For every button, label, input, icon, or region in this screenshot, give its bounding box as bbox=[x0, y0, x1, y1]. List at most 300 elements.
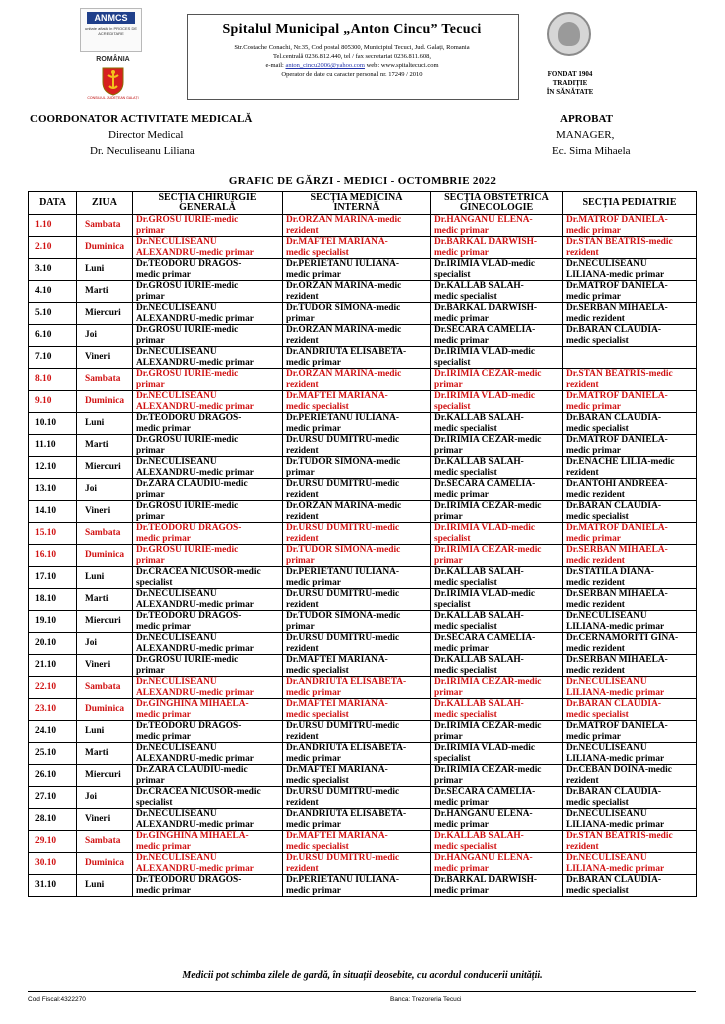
web-address: web: www.spitaltecuci.com bbox=[366, 62, 439, 69]
chirurgie-cell bbox=[133, 281, 283, 303]
founded-line-2: TRADIȚIE bbox=[552, 79, 588, 87]
doctor-line: Dr.GINGHINA MIHAELA- bbox=[136, 831, 249, 841]
doctor-line: Dr.ANDRIUTA ELISABETA- bbox=[286, 743, 407, 753]
date-cell: 13.10 bbox=[29, 479, 77, 501]
doctor-line: Dr.GROSU IURIE-medic bbox=[136, 545, 239, 555]
chirurgie-cell bbox=[133, 567, 283, 589]
doctor-line: primar bbox=[434, 555, 463, 566]
doctor-line: Dr.CEBAN DOINA-medic bbox=[566, 765, 672, 775]
header-line: SECȚIA CHIRURGIE bbox=[158, 192, 257, 203]
pediatrie-cell bbox=[563, 545, 697, 567]
doctor-line: rezident bbox=[286, 291, 319, 302]
obstetrica-cell bbox=[431, 787, 563, 809]
doctor-line: Dr.URSU DUMITRU-medic bbox=[286, 721, 400, 731]
doctor-line: primar bbox=[136, 489, 165, 500]
doctor-line: Dr.MAFTEI MARIANA- bbox=[286, 831, 388, 841]
schedule-title: GRAFIC DE GĂRZI - MEDICI - OCTOMBRIE 2022 bbox=[228, 175, 497, 187]
date-cell: 18.10 bbox=[29, 589, 77, 611]
table-row bbox=[29, 567, 697, 589]
doctor-line: Dr.ORZAN MARINA-medic bbox=[286, 501, 402, 511]
crest-caption: CONSILIUL JUDEȚEAN GALAȚI bbox=[87, 96, 139, 100]
date-cell: 17.10 bbox=[29, 567, 77, 589]
doctor-line: Dr.MATROF DANIELA- bbox=[566, 215, 668, 225]
doctor-line: ALEXANDRU-medic primar bbox=[136, 643, 254, 654]
doctor-line: Dr.TEODORU DRAGOS- bbox=[136, 611, 242, 621]
doctor-line: Dr.TUDOR SIMONA-medic bbox=[286, 303, 401, 313]
table-row bbox=[29, 765, 697, 787]
chirurgie-cell bbox=[133, 743, 283, 765]
doctor-line: rezident bbox=[566, 379, 599, 390]
day-cell: Duminica bbox=[77, 853, 133, 875]
doctor-line: Dr.GROSU IURIE-medic bbox=[136, 435, 239, 445]
pediatrie-cell bbox=[563, 567, 697, 589]
table-row bbox=[29, 435, 697, 457]
doctor-line: Dr.CERNAMORITI GINA- bbox=[566, 633, 679, 643]
doctor-line: Dr.NECULISEANU bbox=[566, 809, 647, 819]
chirurgie-cell bbox=[133, 215, 283, 237]
doctor-line: Dr.URSU DUMITRU-medic bbox=[286, 787, 400, 797]
chirurgie-cell bbox=[133, 479, 283, 501]
on-call-schedule-table bbox=[28, 191, 697, 897]
pediatrie-cell bbox=[563, 347, 697, 369]
pediatrie-cell bbox=[563, 325, 697, 347]
pediatrie-cell bbox=[563, 633, 697, 655]
doctor-line: Dr.NECULISEANU bbox=[136, 589, 217, 599]
doctor-line: Dr.NECULISEANU bbox=[136, 303, 217, 313]
doctor-line: Dr.TEODORU DRAGOS- bbox=[136, 721, 242, 731]
doctor-line: specialist bbox=[434, 269, 471, 280]
doctor-line: medic primar bbox=[566, 533, 621, 544]
obstetrica-cell bbox=[431, 655, 563, 677]
date-cell: 23.10 bbox=[29, 699, 77, 721]
interna-cell bbox=[283, 501, 431, 523]
pediatrie-cell bbox=[563, 391, 697, 413]
doctor-line: Dr.SECARA CAMELIA- bbox=[434, 479, 536, 489]
anmcs-logo-text: ANMCS bbox=[87, 12, 135, 24]
date-cell: 21.10 bbox=[29, 655, 77, 677]
chirurgie-cell bbox=[133, 765, 283, 787]
doctor-line: primar bbox=[434, 775, 463, 786]
table-row bbox=[29, 699, 697, 721]
table-row bbox=[29, 413, 697, 435]
doctor-line: rezident bbox=[286, 335, 319, 346]
table-row bbox=[29, 479, 697, 501]
pediatrie-cell bbox=[563, 655, 697, 677]
date-cell: 6.10 bbox=[29, 325, 77, 347]
chirurgie-cell bbox=[133, 787, 283, 809]
doctor-line: primar bbox=[136, 291, 165, 302]
doctor-line: medic primar bbox=[136, 621, 191, 632]
doctor-line: primar bbox=[136, 379, 165, 390]
interna-cell bbox=[283, 479, 431, 501]
doctor-line: medic primar bbox=[434, 819, 489, 830]
doctor-line: Dr.TEODORU DRAGOS- bbox=[136, 413, 242, 423]
day-cell: Duminica bbox=[77, 391, 133, 413]
doctor-line: medic rezident bbox=[566, 555, 625, 566]
obstetrica-cell bbox=[431, 831, 563, 853]
doctor-line: Dr.MAFTEI MARIANA- bbox=[286, 237, 388, 247]
table-row bbox=[29, 259, 697, 281]
doctor-line: LILIANA-medic primar bbox=[566, 753, 665, 764]
date-cell: 24.10 bbox=[29, 721, 77, 743]
table-row bbox=[29, 743, 697, 765]
doctor-line: primar bbox=[136, 775, 165, 786]
column-header-day: ZIUA bbox=[77, 192, 133, 215]
doctor-line: medic specialist bbox=[566, 885, 629, 896]
doctor-line: medic primar bbox=[434, 643, 489, 654]
obstetrica-cell bbox=[431, 215, 563, 237]
footer-divider bbox=[28, 991, 696, 992]
obstetrica-cell bbox=[431, 435, 563, 457]
pediatrie-cell bbox=[563, 303, 697, 325]
chirurgie-cell bbox=[133, 853, 283, 875]
table-row bbox=[29, 831, 697, 853]
date-cell: 9.10 bbox=[29, 391, 77, 413]
doctor-line: Dr.KALLAB SALAH- bbox=[434, 655, 524, 665]
obstetrica-cell bbox=[431, 633, 563, 655]
pediatrie-cell bbox=[563, 743, 697, 765]
table-row bbox=[29, 875, 697, 897]
doctor-line: medic primar bbox=[136, 885, 191, 896]
chirurgie-cell bbox=[133, 347, 283, 369]
pediatrie-cell bbox=[563, 721, 697, 743]
doctor-line: medic specialist bbox=[286, 401, 349, 412]
doctor-line: Dr.IRIMIA CEZAR-medic bbox=[434, 765, 542, 775]
date-cell: 20.10 bbox=[29, 633, 77, 655]
obstetrica-cell bbox=[431, 237, 563, 259]
doctor-line: medic primar bbox=[286, 577, 341, 588]
date-cell: 22.10 bbox=[29, 677, 77, 699]
table-row bbox=[29, 303, 697, 325]
interna-cell bbox=[283, 875, 431, 897]
doctor-line: rezident bbox=[566, 247, 599, 258]
interna-cell bbox=[283, 831, 431, 853]
chirurgie-cell bbox=[133, 325, 283, 347]
doctor-line: LILIANA-medic primar bbox=[566, 621, 665, 632]
date-cell: 7.10 bbox=[29, 347, 77, 369]
table-row bbox=[29, 523, 697, 545]
doctor-line: rezident bbox=[286, 445, 319, 456]
header-line: INTERNĂ bbox=[333, 202, 380, 213]
doctor-line: Dr.CRACEA NICUSOR-medic bbox=[136, 787, 261, 797]
doctor-line: LILIANA-medic primar bbox=[566, 687, 665, 698]
doctor-line: Dr.BARAN CLAUDIA- bbox=[566, 875, 661, 885]
table-row bbox=[29, 787, 697, 809]
doctor-line: Dr.BARAN CLAUDIA- bbox=[566, 501, 661, 511]
hospital-phones: Tel.centrală 0236.812.440, tel / fax secretariat 0236.811.608, bbox=[273, 53, 431, 60]
doctor-line: Dr.STAN BEATRIS-medic bbox=[566, 237, 673, 247]
bank-info: Banca: Trezoreria Tecuci bbox=[390, 996, 462, 1003]
interna-cell bbox=[283, 787, 431, 809]
day-cell: Miercuri bbox=[77, 457, 133, 479]
day-cell: Miercuri bbox=[77, 611, 133, 633]
interna-cell bbox=[283, 853, 431, 875]
table-row bbox=[29, 347, 697, 369]
interna-cell bbox=[283, 633, 431, 655]
pediatrie-cell bbox=[563, 215, 697, 237]
doctor-line: Dr.GROSU IURIE-medic bbox=[136, 369, 239, 379]
romania-crest-icon bbox=[101, 66, 125, 96]
date-cell: 1.10 bbox=[29, 215, 77, 237]
doctor-line: specialist bbox=[434, 533, 471, 544]
doctor-line: LILIANA-medic primar bbox=[566, 819, 665, 830]
doctor-line: Dr.KALLAB SALAH- bbox=[434, 699, 524, 709]
doctor-line: Dr.NECULISEANU bbox=[136, 347, 217, 357]
doctor-line: primar bbox=[434, 445, 463, 456]
date-cell: 16.10 bbox=[29, 545, 77, 567]
header-line: GENERALĂ bbox=[179, 202, 236, 213]
interna-cell bbox=[283, 303, 431, 325]
table-row bbox=[29, 325, 697, 347]
day-cell: Marti bbox=[77, 281, 133, 303]
doctor-line: rezident bbox=[286, 533, 319, 544]
doctor-line: rezident bbox=[286, 225, 319, 236]
doctor-line: Dr.PERIETANU IULIANA- bbox=[286, 413, 400, 423]
table-row bbox=[29, 809, 697, 831]
doctor-line: ALEXANDRU-medic primar bbox=[136, 467, 254, 478]
left-signatory-heading: COORDONATOR ACTIVITATE MEDICALĂ bbox=[30, 113, 253, 125]
doctor-line: rezident bbox=[286, 599, 319, 610]
chirurgie-cell bbox=[133, 369, 283, 391]
interna-cell bbox=[283, 237, 431, 259]
day-cell: Luni bbox=[77, 413, 133, 435]
doctor-line: ALEXANDRU-medic primar bbox=[136, 819, 254, 830]
doctor-line: primar bbox=[136, 445, 165, 456]
pediatrie-cell bbox=[563, 765, 697, 787]
hospital-contact-line bbox=[187, 62, 517, 70]
doctor-line: Dr.BARKAL DARWISH- bbox=[434, 875, 537, 885]
interna-cell bbox=[283, 545, 431, 567]
table-row bbox=[29, 237, 697, 259]
doctor-line: medic primar bbox=[286, 885, 341, 896]
doctor-line: Dr.ORZAN MARINA-medic bbox=[286, 215, 402, 225]
doctor-line: medic specialist bbox=[566, 797, 629, 808]
doctor-line: rezident bbox=[286, 379, 319, 390]
doctor-line: medic primar bbox=[434, 247, 489, 258]
doctor-line: Dr.NECULISEANU bbox=[566, 853, 647, 863]
chirurgie-cell bbox=[133, 237, 283, 259]
obstetrica-cell bbox=[431, 391, 563, 413]
doctor-line: Dr.NECULISEANU bbox=[136, 633, 217, 643]
email-link[interactable]: anton_cincu2006@yahoo.com bbox=[285, 62, 365, 69]
obstetrica-cell bbox=[431, 611, 563, 633]
interna-cell bbox=[283, 435, 431, 457]
email-label: e-mail: bbox=[265, 62, 284, 69]
doctor-line: primar bbox=[434, 511, 463, 522]
right-signatory-name: Ec. Sima Mihaela bbox=[552, 145, 631, 157]
doctor-line: Dr.IRIMIA VLAD-medic bbox=[434, 259, 536, 269]
day-cell: Sambata bbox=[77, 523, 133, 545]
pediatrie-cell bbox=[563, 699, 697, 721]
pediatrie-cell bbox=[563, 435, 697, 457]
interna-cell bbox=[283, 743, 431, 765]
doctor-line: Dr.KALLAB SALAH- bbox=[434, 831, 524, 841]
doctor-line: medic rezident bbox=[566, 599, 625, 610]
doctor-line: medic primar bbox=[566, 225, 621, 236]
doctor-line: Dr.GROSU IURIE-medic bbox=[136, 215, 239, 225]
doctor-line: medic rezident bbox=[566, 313, 625, 324]
doctor-line: medic primar bbox=[286, 753, 341, 764]
pediatrie-cell bbox=[563, 831, 697, 853]
doctor-line: Dr.MATROF DANIELA- bbox=[566, 391, 668, 401]
doctor-line: Dr.BARAN CLAUDIA- bbox=[566, 325, 661, 335]
doctor-line: Dr.IRIMIA VLAD-medic bbox=[434, 391, 536, 401]
pediatrie-cell bbox=[563, 281, 697, 303]
day-cell: Miercuri bbox=[77, 765, 133, 787]
day-cell: Vineri bbox=[77, 655, 133, 677]
column-header-interna bbox=[283, 192, 431, 215]
doctor-line: Dr.KALLAB SALAH- bbox=[434, 457, 524, 467]
date-cell: 29.10 bbox=[29, 831, 77, 853]
hospital-address: Str.Costache Conachi, Nr.35, Cod postal 805300, Municipiul Tecuci, Jud. Galați, Romania bbox=[234, 44, 470, 51]
doctor-line: Dr.KALLAB SALAH- bbox=[434, 413, 524, 423]
day-cell: Luni bbox=[77, 567, 133, 589]
operator-note: Operator de date cu caracter personal nr. 17249 / 2010 bbox=[281, 71, 423, 78]
doctor-line: primar bbox=[286, 313, 315, 324]
doctor-line: medic specialist bbox=[286, 841, 349, 852]
day-cell: Marti bbox=[77, 589, 133, 611]
date-cell: 26.10 bbox=[29, 765, 77, 787]
doctor-line: Dr.SERBAN MIHAELA- bbox=[566, 655, 668, 665]
table-header-row bbox=[29, 192, 697, 215]
doctor-line: Dr.NECULISEANU bbox=[136, 853, 217, 863]
date-cell: 28.10 bbox=[29, 809, 77, 831]
doctor-line: medic specialist bbox=[286, 247, 349, 258]
chirurgie-cell bbox=[133, 303, 283, 325]
doctor-line: medic specialist bbox=[434, 291, 497, 302]
interna-cell bbox=[283, 677, 431, 699]
interna-cell bbox=[283, 391, 431, 413]
table-row bbox=[29, 589, 697, 611]
doctor-line: Dr.KALLAB SALAH- bbox=[434, 281, 524, 291]
date-cell: 4.10 bbox=[29, 281, 77, 303]
doctor-line: Dr.MATROF DANIELA- bbox=[566, 523, 668, 533]
doctor-line: Dr.BARKAL DARWISH- bbox=[434, 237, 537, 247]
doctor-line: Dr.IRIMIA CEZAR-medic bbox=[434, 435, 542, 445]
obstetrica-cell bbox=[431, 281, 563, 303]
doctor-line: Dr.URSU DUMITRU-medic bbox=[286, 633, 400, 643]
doctor-line: medic specialist bbox=[434, 621, 497, 632]
doctor-line: Dr.TEODORU DRAGOS- bbox=[136, 875, 242, 885]
table-row bbox=[29, 611, 697, 633]
day-cell: Marti bbox=[77, 435, 133, 457]
date-cell: 31.10 bbox=[29, 875, 77, 897]
interna-cell bbox=[283, 523, 431, 545]
obstetrica-cell bbox=[431, 765, 563, 787]
pediatrie-cell bbox=[563, 809, 697, 831]
obstetrica-cell bbox=[431, 369, 563, 391]
chirurgie-cell bbox=[133, 809, 283, 831]
doctor-line: primar bbox=[136, 335, 165, 346]
interna-cell bbox=[283, 369, 431, 391]
pediatrie-cell bbox=[563, 787, 697, 809]
doctor-line: Dr.TEODORU DRAGOS- bbox=[136, 523, 242, 533]
obstetrica-cell bbox=[431, 501, 563, 523]
doctor-line: Dr.BARAN CLAUDIA- bbox=[566, 787, 661, 797]
doctor-line: Dr.ENACHE LILIA-medic bbox=[566, 457, 675, 467]
interna-cell bbox=[283, 765, 431, 787]
interna-cell bbox=[283, 413, 431, 435]
doctor-line: specialist bbox=[434, 753, 471, 764]
obstetrica-cell bbox=[431, 743, 563, 765]
doctor-line: Dr.PERIETANU IULIANA- bbox=[286, 259, 400, 269]
date-cell: 15.10 bbox=[29, 523, 77, 545]
table-body bbox=[29, 215, 697, 897]
day-cell: Sambata bbox=[77, 215, 133, 237]
doctor-line: Dr.IRIMIA CEZAR-medic bbox=[434, 501, 542, 511]
day-cell: Luni bbox=[77, 259, 133, 281]
column-header-date: DATA bbox=[29, 192, 77, 215]
doctor-line: Dr.MAFTEI MARIANA- bbox=[286, 655, 388, 665]
doctor-line: Dr.MAFTEI MARIANA- bbox=[286, 765, 388, 775]
footnote: Medicii pot schimba zilele de gardă, în situații deosebite, cu acordul conducerii unității. bbox=[182, 970, 543, 981]
obstetrica-cell bbox=[431, 479, 563, 501]
day-cell: Joi bbox=[77, 479, 133, 501]
doctor-line: primar bbox=[434, 379, 463, 390]
doctor-line: Dr.NECULISEANU bbox=[566, 611, 647, 621]
date-cell: 14.10 bbox=[29, 501, 77, 523]
doctor-line: Dr.STAN BEATRIS-medic bbox=[566, 369, 673, 379]
doctor-line: Dr.STAN BEATRIS-medic bbox=[566, 831, 673, 841]
doctor-line: medic specialist bbox=[434, 841, 497, 852]
chirurgie-cell bbox=[133, 391, 283, 413]
doctor-line: primar bbox=[286, 467, 315, 478]
doctor-line: Dr.NECULISEANU bbox=[566, 259, 647, 269]
doctor-line: medic specialist bbox=[286, 709, 349, 720]
interna-cell bbox=[283, 611, 431, 633]
doctor-line: Dr.URSU DUMITRU-medic bbox=[286, 523, 400, 533]
chirurgie-cell bbox=[133, 457, 283, 479]
table-row bbox=[29, 655, 697, 677]
doctor-line: Dr.STATILA DIANA- bbox=[566, 567, 654, 577]
founded-line-3: ÎN SĂNĂTATE bbox=[546, 88, 594, 96]
doctor-line: medic specialist bbox=[566, 335, 629, 346]
doctor-line: medic specialist bbox=[434, 709, 497, 720]
obstetrica-cell bbox=[431, 677, 563, 699]
table-row bbox=[29, 721, 697, 743]
doctor-line: Dr.ANDRIUTA ELISABETA- bbox=[286, 809, 407, 819]
pediatrie-cell bbox=[563, 369, 697, 391]
doctor-line: Dr.NECULISEANU bbox=[566, 677, 647, 687]
chirurgie-cell bbox=[133, 545, 283, 567]
doctor-line: primar bbox=[136, 665, 165, 676]
doctor-line: Dr.URSU DUMITRU-medic bbox=[286, 479, 400, 489]
day-cell: Joi bbox=[77, 787, 133, 809]
column-header-chirurgie bbox=[133, 192, 283, 215]
date-cell: 2.10 bbox=[29, 237, 77, 259]
doctor-line: medic primar bbox=[566, 731, 621, 742]
chirurgie-cell bbox=[133, 699, 283, 721]
doctor-line: Dr.URSU DUMITRU-medic bbox=[286, 853, 400, 863]
chirurgie-cell bbox=[133, 677, 283, 699]
interna-cell bbox=[283, 325, 431, 347]
pediatrie-cell bbox=[563, 589, 697, 611]
pediatrie-cell bbox=[563, 457, 697, 479]
seal-figure bbox=[558, 22, 580, 46]
doctor-line: ALEXANDRU-medic primar bbox=[136, 599, 254, 610]
doctor-line: medic primar bbox=[286, 423, 341, 434]
doctor-line: Dr.SECARA CAMELIA- bbox=[434, 325, 536, 335]
doctor-line: Dr.URSU DUMITRU-medic bbox=[286, 589, 400, 599]
pediatrie-cell bbox=[563, 677, 697, 699]
doctor-line: medic specialist bbox=[434, 423, 497, 434]
obstetrica-cell bbox=[431, 545, 563, 567]
doctor-line: medic primar bbox=[136, 709, 191, 720]
pediatrie-cell bbox=[563, 479, 697, 501]
doctor-line: Dr.SERBAN MIHAELA- bbox=[566, 303, 668, 313]
interna-cell bbox=[283, 457, 431, 479]
chirurgie-cell bbox=[133, 259, 283, 281]
